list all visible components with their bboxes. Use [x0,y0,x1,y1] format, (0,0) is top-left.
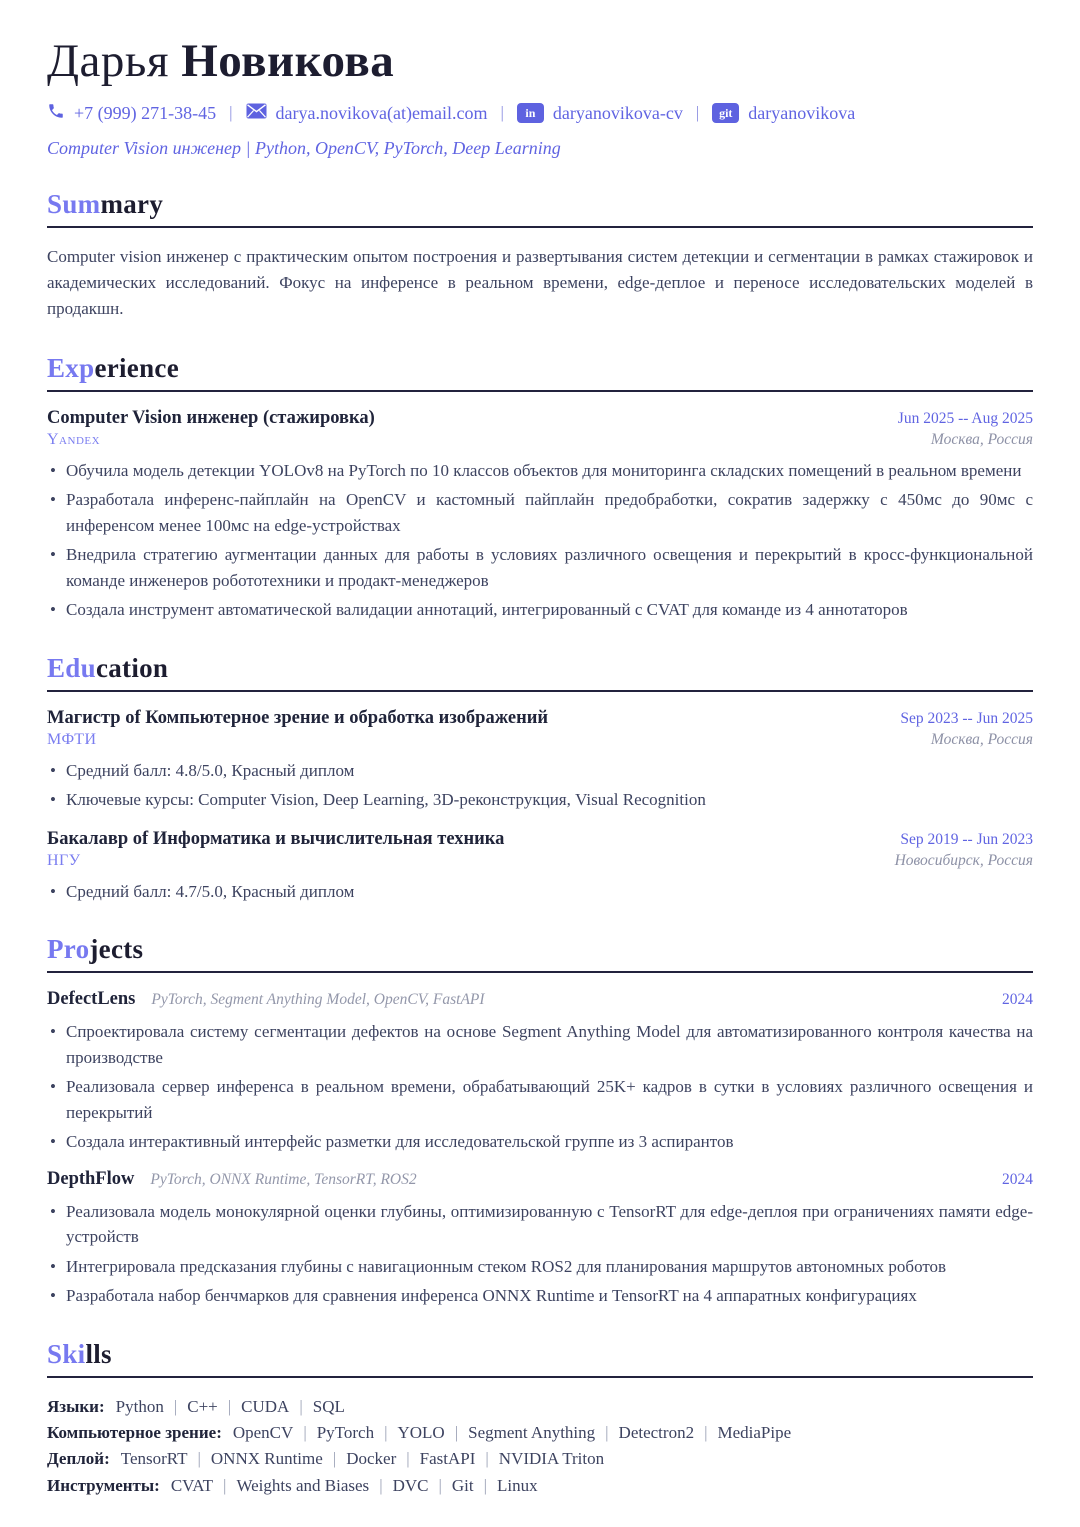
skill-row-cv [47,1420,1033,1446]
section-projects [47,934,1033,1309]
experience-heading [47,353,1033,392]
linkedin-handle[interactable]: daryanovikova-cv [552,102,683,123]
skill-separator: | [332,1449,337,1469]
projects-heading-rest: jects [89,934,144,965]
degree-dates: Sep 2023 -- Jun 2025 [900,709,1033,727]
project-stack: PyTorch, Segment Anything Model, OpenCV, FastAPI [151,991,485,1009]
experience-heading-rest: erience [94,352,179,383]
first-name: Дарья [47,35,169,87]
skills-heading-rest: lls [85,1338,112,1369]
skill-separator: | [483,1475,488,1495]
summary-heading [47,189,1033,228]
education-heading-rest: cation [95,652,169,683]
summary-heading-accent: Sum [47,188,101,219]
email-address[interactable]: darya.novikova(at)email.com [275,102,488,123]
job-org: Yandex [47,430,101,448]
degree-title: Магистр of Компьютерное зрение и обработка изображений [47,707,549,728]
skill-item: CUDA [241,1396,290,1416]
skill-item: Detectron2 [618,1423,695,1443]
git-icon: git [712,103,739,123]
degree-org: МФТИ [47,730,97,748]
phone-icon [47,102,65,125]
section-skills [47,1339,1033,1499]
skill-item: FastAPI [419,1449,476,1469]
skill-item: Python [115,1396,164,1416]
skill-item: TensorRT [120,1449,188,1469]
degree-bullets [47,758,1033,813]
email-icon [246,103,267,124]
skill-item: Docker [346,1449,397,1469]
contact-row [47,102,1033,125]
project-bullet: • Интегрировала предсказания глубины с навигационным стеком ROS2 для планирования маршрутов автономных роботов [47,1254,1033,1280]
skill-item: Linux [497,1475,538,1495]
project-bullets [47,1019,1033,1155]
project-name: DefectLens [47,989,136,1010]
skill-separator: | [406,1449,410,1469]
project-bullet: • Создала интерактивный интерфейс разметки для исследовательской группе из 3 аспирантов [47,1129,1033,1155]
skill-separator: | [223,1475,227,1495]
summary-text: Computer vision инженер с практическим опытом построения и развертывания систем детекции и сегментации в рамках стажировок и академических исследований. Фокус на инференсе в реальном времени, edge-деплое и переносе исследовательских моделей в продакшн. [47,246,1033,319]
skill-separator: | [299,1396,303,1416]
education-entry [47,708,1033,813]
skill-item: NVIDIA Triton [498,1449,605,1469]
degree-bullet: • Средний балл: 4.7/5.0, Красный диплом [47,879,1033,905]
skill-separator: | [379,1475,383,1495]
tagline: Computer Vision инженер | Python, OpenCV, PyTorch, Deep Learning [47,137,561,158]
job-bullets [47,458,1033,623]
section-education [47,653,1033,905]
project-bullet: • Реализовала модель монокулярной оценки глубины, оптимизированную с TensorRT для edge-деплоя при ограничениях памяти edge-устройств [47,1199,1033,1250]
skills-heading [47,1339,1033,1378]
skill-separator: | [704,1423,708,1443]
project-bullet: • Реализовала сервер инференса в реальном времени, обрабатывающий 25K+ кадров в сутки в условиях различного освещения и перекрытий [47,1074,1033,1125]
skill-item: C++ [187,1396,218,1416]
skills-heading-accent: Ski [47,1338,86,1369]
skill-item: SQL [312,1396,345,1416]
project-bullet: • Спроектировала систему сегментации дефектов на основе Segment Anything Model для автоматизированного контроля качества на производстве [47,1019,1033,1070]
job-location: Москва, Россия [930,430,1033,448]
degree-bullet: • Ключевые курсы: Computer Vision, Deep Learning, 3D-реконструкция, Visual Recognition [47,787,1033,813]
contact-separator: | [695,103,700,123]
skill-item: ONNX Runtime [210,1449,323,1469]
skill-label: Деплой: [47,1449,110,1469]
skill-item: CVAT [170,1475,214,1495]
section-summary [47,189,1033,323]
linkedin-contact [517,103,683,124]
git-contact [712,103,855,124]
git-handle[interactable]: daryanovikova [748,102,856,123]
degree-location: Москва, Россия [930,730,1033,748]
skill-label: Инструменты: [47,1475,160,1495]
email-contact [246,103,488,124]
phone-contact [47,102,216,125]
job-bullet: • Обучила модель детекции YOLOv8 на PyTorch по 10 классов объектов для мониторинга складских помещений в реальном времени [47,458,1033,484]
linkedin-icon: in [517,103,544,123]
resume-header [47,36,1033,159]
experience-entry [47,408,1033,623]
degree-org: НГУ [47,851,81,869]
contact-separator: | [229,103,233,123]
project-year: 2024 [1002,1170,1033,1188]
skill-item: OpenCV [232,1423,294,1443]
job-title: Computer Vision инженер (стажировка) [47,407,375,428]
skill-separator: | [173,1396,178,1416]
skill-separator: | [384,1423,388,1443]
job-dates: Jun 2025 -- Aug 2025 [897,409,1033,427]
skill-item: Weights and Biases [236,1475,370,1495]
skill-item: YOLO [397,1423,445,1443]
project-bullets [47,1199,1033,1309]
last-name: Новикова [181,35,395,87]
skill-separator: | [197,1449,201,1469]
project-stack: PyTorch, ONNX Runtime, TensorRT, ROS2 [150,1170,417,1188]
projects-heading [47,934,1033,973]
education-heading [47,653,1033,692]
degree-title: Бакалавр of Информатика и вычислительная техника [47,828,505,849]
page-title [47,36,1033,88]
phone-number[interactable]: +7 (999) 271-38-45 [74,102,217,123]
experience-heading-accent: Exp [47,352,95,383]
skill-separator: | [605,1423,609,1443]
skill-separator: | [303,1423,307,1443]
skill-label: Компьютерное зрение: [47,1423,222,1443]
degree-bullets [47,879,1033,905]
projects-heading-accent: Pro [47,934,90,965]
skill-item: Git [451,1475,474,1495]
skill-item: DVC [392,1475,429,1495]
job-bullet: • Внедрила стратегию аугментации данных для работы в условиях различного освещения и перекрытий в кросс-функциональной команде инженеров робототехники и продакт-менеджеров [47,542,1033,593]
education-heading-accent: Edu [47,652,96,683]
degree-bullet: • Средний балл: 4.8/5.0, Красный диплом [47,758,1033,784]
contact-separator: | [500,103,504,123]
skill-separator: | [438,1475,442,1495]
job-bullet: • Разработала инференс-пайплайн на OpenCV и кастомный пайплайн предобработки, сократив задержку с 450мс до 90мс с инференсом менее 100мс на edge-устройствах [47,487,1033,538]
project-entry [47,989,1033,1155]
skill-row-languages [47,1394,1033,1420]
skill-separator: | [454,1423,459,1443]
education-entry [47,829,1033,905]
section-experience [47,353,1033,623]
skill-separator: | [227,1396,232,1416]
summary-heading-rest: mary [100,188,164,219]
degree-dates: Sep 2019 -- Jun 2023 [900,830,1033,848]
skill-separator: | [485,1449,489,1469]
skill-row-tools [47,1473,1033,1499]
project-entry [47,1169,1033,1309]
project-year: 2024 [1002,991,1033,1009]
skill-item: Segment Anything [468,1423,596,1443]
job-bullet: • Создала инструмент автоматической валидации аннотаций, интегрированный с CVAT для команде из 4 аннотаторов [47,597,1033,623]
skill-row-deploy [47,1446,1033,1472]
project-bullet: • Разработала набор бенчмарков для сравнения инференса ONNX Runtime и TensorRT на 4 аппаратных конфигурациях [47,1283,1033,1309]
skill-item: PyTorch [316,1423,375,1443]
skill-label: Языки: [47,1396,105,1416]
degree-location: Новосибирск, Россия [894,851,1033,869]
project-name: DepthFlow [47,1168,135,1189]
skill-item: MediaPipe [717,1423,792,1443]
